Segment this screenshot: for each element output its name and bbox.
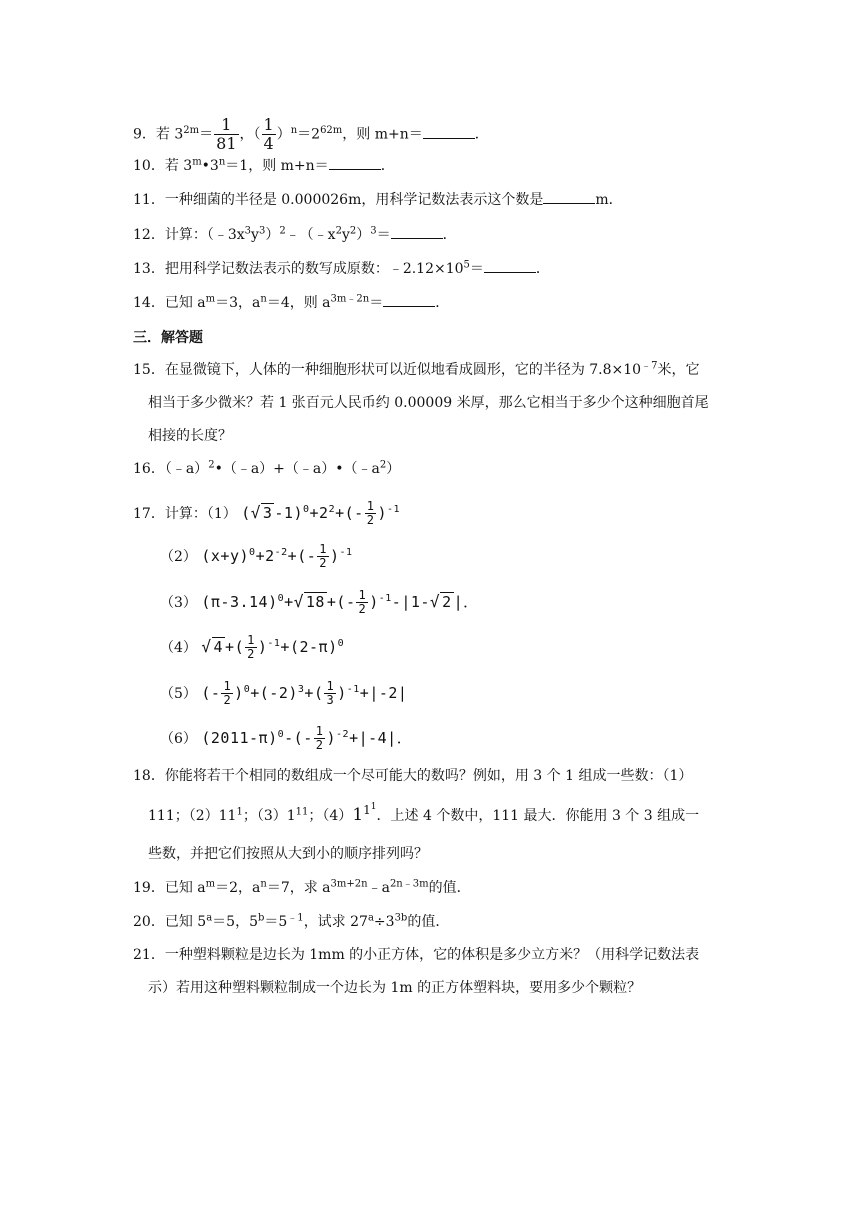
numerator: 1 (315, 724, 324, 738)
text: ＝ (376, 227, 391, 243)
exponent: 1 (236, 806, 243, 818)
sqrt-icon: √ (201, 637, 212, 656)
text: 把用科学记数法表示的数写成原数：﹣2.12×10 (164, 261, 464, 277)
text: +( (304, 684, 324, 702)
question-number: 12． (133, 227, 165, 243)
text: ． (535, 261, 550, 277)
question-number: 14． (133, 295, 165, 311)
text: 的值． (407, 914, 450, 930)
numerator: 1 (263, 115, 274, 134)
answer-blank[interactable] (423, 126, 475, 139)
exponent: -1 (346, 684, 360, 695)
question-number: 20． (133, 914, 165, 930)
question-number: 10． (133, 158, 165, 174)
fraction (365, 500, 377, 527)
text: 一种塑料颗粒是边长为 1mm 的小正方体，它的体积是多少立方米？（用科学记数法表 (164, 947, 700, 963)
sqrt-icon: √ (429, 592, 441, 611)
text: ＝ (369, 295, 384, 311)
exponent: 0 (277, 729, 285, 740)
text: + (284, 593, 294, 611)
text: |． (453, 593, 479, 611)
fraction (324, 680, 336, 707)
text: (π-3.14) (201, 593, 278, 611)
section-heading: 三．解答题 (133, 330, 203, 346)
text: （﹣a） (164, 461, 209, 477)
radicand: 2 (442, 593, 452, 611)
question-19 (133, 878, 471, 898)
text: ＝7，求 a (266, 880, 331, 896)
text: -(- (284, 729, 313, 747)
fraction (356, 589, 368, 616)
question-15-line-2: 相当于多少微米？若 1 张百元人民币约 0.00009 米厚，那么它相当于多少个这种细胞首尾 (148, 395, 709, 411)
text: +(- (287, 547, 317, 565)
text: ． (380, 158, 395, 174)
text: y (251, 227, 259, 243)
text: +2 (309, 504, 329, 522)
text: m． (595, 192, 623, 208)
exponent: -1 (267, 638, 281, 649)
text: 111；（2）11 (148, 808, 237, 824)
exponent: 1 (363, 803, 371, 818)
expression-5 (201, 679, 408, 707)
text: ＝1，则 m+n＝ (225, 158, 329, 174)
text: +|-4|． (349, 729, 413, 747)
exponent: -2 (336, 729, 350, 740)
radicand: 3 (262, 504, 273, 522)
exponent: ﹣7 (641, 360, 658, 372)
denominator: 2 (319, 556, 327, 570)
text: ＝ (199, 126, 214, 143)
text: 已知 a (164, 295, 206, 311)
exponent: 0 (337, 638, 345, 649)
question-15 (133, 360, 699, 380)
exponent: n (218, 156, 226, 168)
numerator: 1 (326, 679, 335, 693)
text: +2 (255, 547, 275, 565)
text: +(- (335, 504, 364, 522)
question-18-line-2 (148, 802, 700, 826)
question-17-part-3 (160, 589, 479, 616)
radicand: 18 (305, 593, 325, 611)
radicand: 4 (213, 638, 224, 656)
text: y (341, 227, 350, 243)
text: (x+y) (201, 547, 250, 565)
fraction (214, 116, 238, 153)
exponent: n (260, 293, 267, 305)
text: ﹣a (367, 880, 390, 896)
text: +|-2| (359, 684, 408, 702)
exponent: 3 (370, 225, 377, 237)
exponent: -1 (339, 547, 353, 558)
fraction (221, 680, 233, 707)
text: ） (276, 126, 291, 143)
exponent: 2 (335, 225, 342, 237)
part-index: （2） (160, 549, 197, 565)
exponent: -2 (274, 547, 288, 558)
question-21 (133, 945, 699, 965)
answer-blank[interactable] (484, 260, 536, 273)
text: 在显微镜下，人体的一种细胞形状可以近似地看成圆形，它的半径为 7.8×10 (164, 362, 642, 378)
text: ( (241, 504, 251, 522)
sqrt-icon: √ (250, 503, 261, 522)
text: ． (474, 126, 489, 143)
exponent: 11 (295, 806, 309, 818)
part-index: （5） (160, 686, 197, 702)
denominator: 3 (326, 693, 335, 707)
question-11 (133, 190, 623, 210)
expression-4 (201, 633, 345, 661)
text: -|1- (391, 593, 430, 611)
text: ＝5 (264, 914, 288, 930)
exponent: -1 (386, 504, 401, 515)
exponent: 2 (279, 225, 286, 237)
numerator: 1 (358, 588, 367, 602)
expression-3 (201, 588, 479, 616)
question-number: 11． (133, 192, 165, 208)
text: 已知 a (164, 880, 206, 896)
text: ＝4，则 a (266, 295, 331, 311)
text: 米，它 (657, 362, 700, 378)
answer-blank[interactable] (543, 191, 595, 204)
text: +(2-π) (280, 638, 338, 656)
text: ＝3，a (215, 295, 261, 311)
answer-blank[interactable] (383, 294, 435, 307)
part-index: （4） (160, 640, 197, 656)
exponent: a (206, 912, 213, 924)
sqrt-icon: √ (293, 592, 304, 611)
question-18-line-3: 些数，并把它们按照从大到小的顺序排列吗？ (148, 846, 428, 862)
exponent: 2 (208, 459, 215, 471)
denominator: 2 (315, 738, 324, 752)
text: ) (369, 593, 379, 611)
text: ＝2 (297, 126, 321, 143)
text: +( (225, 638, 245, 656)
exponent: n (290, 124, 298, 136)
question-16 (133, 459, 400, 479)
text: ，试求 27 (303, 914, 368, 930)
question-13 (133, 259, 550, 279)
question-number: 16． (133, 461, 165, 477)
exponent: 2 (379, 459, 387, 471)
question-17-part-6 (160, 725, 412, 752)
question-21-line-2: 示）若用这种塑料颗粒制成一个边长为 1m 的正方体塑料块，要用多少个颗粒？ (148, 980, 642, 996)
text: 一种细菌的半径是 0.000026m，用科学记数法表示这个数是 (164, 192, 544, 208)
question-9 (133, 116, 489, 153)
question-18 (133, 766, 692, 786)
question-number: 17． (133, 506, 165, 522)
exponent: 3b (394, 912, 408, 924)
exponent: m (192, 156, 202, 168)
question-number: 19． (133, 880, 165, 896)
denominator: 81 (216, 134, 237, 153)
numerator: 1 (366, 499, 375, 513)
text: 已知 5 (164, 914, 207, 930)
exponent: 2m (183, 124, 200, 136)
exponent: 3m﹣2n (330, 293, 370, 305)
exponent: 2 (328, 504, 336, 515)
text: ) (326, 729, 337, 747)
exponent: 1 (370, 802, 377, 813)
question-number: 9． (133, 126, 156, 143)
question-number: 13． (133, 261, 165, 277)
text: 的值． (428, 880, 471, 896)
fraction (314, 725, 326, 752)
denominator: 2 (247, 647, 255, 661)
question-10 (133, 156, 395, 176)
exponent: 2n﹣3m (389, 878, 429, 890)
text: (2011-π) (201, 729, 278, 747)
expression-2 (201, 542, 353, 570)
exponent: ﹣1 (287, 912, 304, 924)
numerator: 1 (214, 116, 238, 135)
exponent: 3 (297, 684, 305, 695)
exponent: m (205, 878, 216, 890)
exponent: 0 (303, 504, 310, 515)
denominator: 2 (366, 513, 375, 527)
exponent: m (205, 293, 216, 305)
text: •（﹣a）+（﹣a）•（﹣a (214, 461, 380, 477)
question-17-part-4 (160, 634, 344, 661)
question-15-line-3: 相接的长度？ (148, 428, 232, 444)
text: ÷3 (373, 914, 395, 930)
text: +(-2) (250, 684, 298, 702)
tower-base: 1 (352, 805, 364, 825)
text: ） (265, 227, 280, 243)
answer-blank[interactable] (391, 226, 443, 239)
numerator: 1 (223, 679, 232, 693)
text: 若 3 (164, 158, 193, 174)
part-index: （3） (160, 595, 197, 611)
answer-blank[interactable] (329, 157, 381, 170)
question-number: 15． (133, 362, 165, 378)
text: (- (201, 684, 221, 702)
text: ﹣（﹣x (285, 227, 336, 243)
text: ． (435, 295, 450, 311)
exponent: -1 (378, 593, 392, 604)
text: ) (257, 638, 268, 656)
text: ） (356, 227, 371, 243)
denominator: 2 (358, 602, 367, 616)
text: 计算： (164, 506, 207, 522)
part-index: （1） (206, 506, 237, 522)
question-12 (133, 225, 457, 245)
text: ． (442, 227, 457, 243)
text: •3 (201, 158, 219, 174)
question-number: 21． (133, 947, 165, 963)
numerator: 1 (319, 542, 327, 556)
text: ) (234, 684, 244, 702)
text: ＝2，a (215, 880, 261, 896)
exponent: a (367, 912, 374, 924)
text: ＝5，5 (212, 914, 258, 930)
question-17-part-2 (160, 543, 353, 570)
question-17-part-5 (160, 680, 407, 707)
text: ；（4） (308, 808, 353, 824)
question-20 (133, 912, 449, 932)
expression-6 (201, 724, 413, 752)
denominator: 4 (263, 134, 274, 153)
exponent: n (260, 878, 267, 890)
text: +(- (326, 593, 356, 611)
part-index: （6） (160, 731, 197, 747)
numerator: 1 (247, 633, 255, 647)
text: ，则 m+n＝ (342, 126, 423, 143)
exponent: 62m (320, 124, 343, 136)
exponent: 3 (258, 225, 266, 237)
text: 你能将若干个相同的数组成一个尽可能大的数吗？例如，用 3 个 1 组成一些数：（1） (164, 768, 693, 784)
exponent: 3m+2n (330, 878, 368, 890)
denominator: 2 (223, 693, 232, 707)
fraction (245, 634, 257, 661)
text: ，（ (239, 126, 261, 143)
exponent: 3 (244, 225, 252, 237)
text: ＝ (469, 261, 484, 277)
text: -1) (274, 504, 303, 522)
question-14 (133, 293, 449, 313)
question-17 (133, 500, 400, 527)
exponent: 5 (463, 259, 470, 271)
tower-exponent (363, 803, 376, 817)
text: ) (330, 547, 340, 565)
text: ) (377, 504, 387, 522)
text: ) (337, 684, 347, 702)
exponent: b (257, 912, 265, 924)
exponent: 0 (249, 547, 256, 558)
text: ．上述 4 个数中，111 最大．你能用 3 个 3 组成一 (376, 808, 700, 824)
text: ） (386, 461, 401, 477)
text: ；（3）1 (242, 808, 296, 824)
text: 计算：（﹣3x (164, 227, 245, 243)
text: 若 3 (155, 126, 184, 143)
question-number: 18． (133, 768, 165, 784)
fraction (317, 543, 329, 570)
exponent: 0 (277, 593, 285, 604)
exponent: 2 (349, 225, 357, 237)
exponent: 0 (243, 684, 251, 695)
fraction (262, 116, 276, 153)
expression-1 (241, 499, 401, 527)
